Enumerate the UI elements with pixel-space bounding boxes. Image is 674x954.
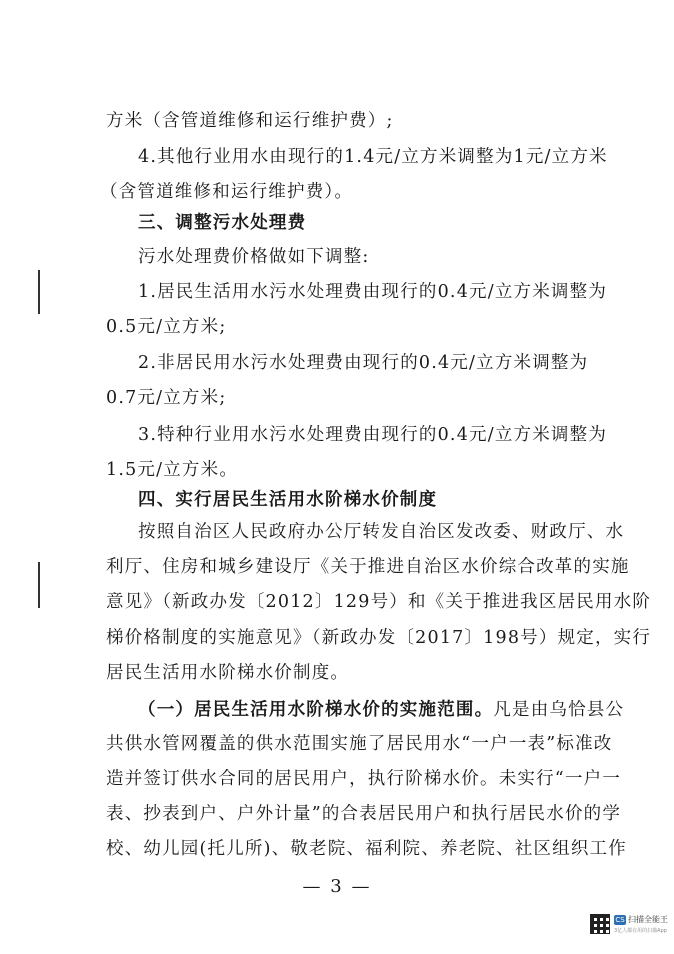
binding-mark bbox=[38, 270, 40, 314]
text-line: 共供水管网覆盖的供水范围实施了居民用水“一户一表”标准改 bbox=[106, 734, 613, 754]
subsection-title: （一）居民生活用水阶梯水价的实施范围。 bbox=[138, 700, 494, 720]
qr-code-icon bbox=[590, 914, 610, 934]
text-line: 意见》（新政办发〔2012〕129号）和《关于推进我区居民用水阶 bbox=[106, 592, 652, 612]
scanner-tagline: 3亿人都在用的扫描App bbox=[614, 928, 667, 934]
text-line: 表、抄表到户、户外计量”的合表居民用户和执行居民水价的学 bbox=[106, 804, 622, 824]
section-heading: 三、调整污水处理费 bbox=[138, 213, 307, 233]
subsection-text: 凡是由乌恰县公 bbox=[493, 700, 625, 720]
text-line: 2.非居民用水污水处理费由现行的0.4元/立方米调整为 bbox=[138, 353, 589, 373]
text-line: 方米（含管道维修和运行维护费）; bbox=[106, 111, 394, 131]
text-line: 污水处理费价格做如下调整: bbox=[138, 247, 370, 267]
scanner-watermark bbox=[590, 912, 672, 938]
text-line: 3.特种行业用水污水处理费由现行的0.4元/立方米调整为 bbox=[138, 425, 608, 445]
text-line: 1.5元/立方米。 bbox=[106, 460, 239, 480]
text-line: 造并签订供水合同的居民用户，执行阶梯水价。未实行“一户一 bbox=[106, 769, 622, 789]
text-line: （含管道维修和运行维护费）。 bbox=[100, 182, 354, 202]
text-line: 0.7元/立方米; bbox=[106, 388, 227, 408]
text-line: 4.其他行业用水由现行的1.4元/立方米调整为1元/立方米 bbox=[138, 147, 608, 167]
text-line: 校、幼儿园(托儿所)、敬老院、福利院、养老院、社区组织工作 bbox=[106, 839, 627, 859]
page-number: — 3 — bbox=[302, 876, 372, 897]
subsection-line bbox=[138, 698, 624, 722]
text-line: 1.居民生活用水污水处理费由现行的0.4元/立方米调整为 bbox=[138, 282, 608, 302]
text-line: 0.5元/立方米; bbox=[106, 317, 227, 337]
section-heading: 四、实行居民生活用水阶梯水价制度 bbox=[138, 490, 438, 510]
text-line: 居民生活用水阶梯水价制度。 bbox=[106, 663, 350, 683]
binding-mark bbox=[38, 562, 40, 608]
scanner-logo-icon: CS bbox=[615, 916, 625, 924]
scanner-app-name: 扫描全能王 bbox=[628, 915, 668, 924]
text-line: 梯价格制度的实施意见》（新政办发〔2017〕198号）规定，实行 bbox=[106, 628, 652, 648]
text-line: 按照自治区人民政府办公厅转发自治区发改委、财政厅、水 bbox=[138, 522, 625, 542]
text-line: 利厅、住房和城乡建设厅《关于推进自治区水价综合改革的实施 bbox=[106, 557, 630, 577]
